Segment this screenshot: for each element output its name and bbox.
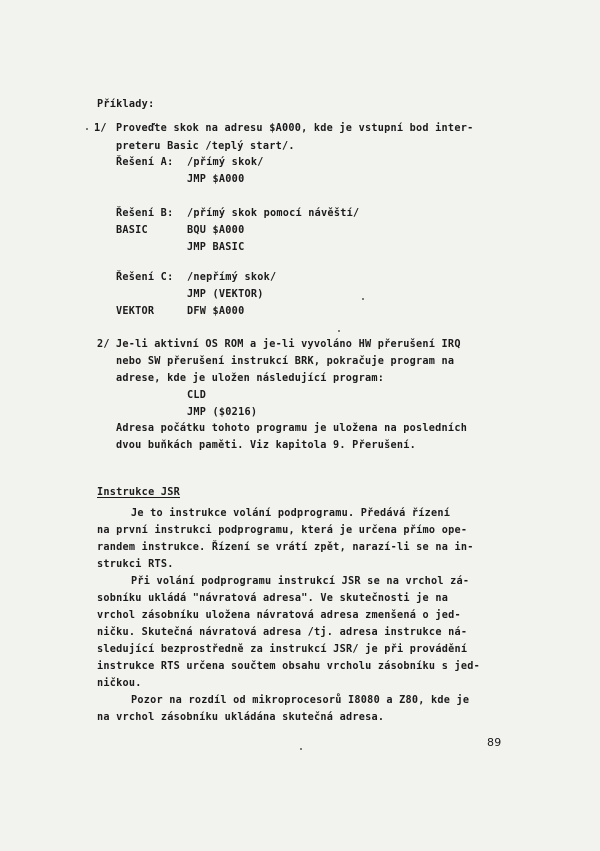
solution-b-label-name: BASIC [116,225,148,236]
paragraph-line: sobníku ukládá "návratová adresa". Ve skutečnosti je na [97,593,449,604]
paragraph-line: na první instrukci podprogramu, která je určena přímo ope- [97,525,468,536]
solution-c-label: Řešení C: [116,272,174,283]
item-1-text-line: Proveďte skok na adresu $A000, kde je vstupní bod inter- [116,123,474,134]
solution-b-instruction: BQU $A000 [187,225,245,236]
item-2-number: 2/ [97,339,110,350]
paragraph-line: randem instrukce. Řízení se vrátí zpět, narazí-li se na in- [97,542,474,553]
paragraph-line: sledující bezprostředně za instrukcí JSR/ je při provádění [97,644,468,655]
solution-a-label: Řešení A: [116,157,174,168]
solution-b-comment: /přímý skok pomocí návěští/ [187,208,360,219]
paragraph-line: na vrchol zásobníku ukládána skutečná adresa. [97,712,385,723]
scan-speck [300,748,302,750]
item-2-text-line: dvou buňkách paměti. Viz kapitola 9. Přerušení. [116,440,417,451]
paragraph-line: vrchol zásobníku uložena návratová adresa zmenšená o jed- [97,610,461,621]
item-2-text-line: Je-li aktivní OS ROM a je-li vyvoláno HW přerušení IRQ [116,339,461,350]
paragraph-line: ničkou. [97,678,142,689]
item-1-number: 1/ [94,123,107,134]
scan-speck [86,128,88,130]
solution-c-label-name: VEKTOR [116,306,155,317]
item-2-text-line: adrese, kde je uložen následující program: [116,373,385,384]
solution-b-label: Řešení B: [116,208,174,219]
item-2-code-line: CLD [187,390,207,401]
item-2-text-line: nebo SW přerušení instrukcí BRK, pokračuje program na [116,356,455,367]
item-1-text-line: preteru Basic /teplý start/. [116,141,295,152]
solution-a-instruction: JMP $A000 [187,174,245,185]
item-2-code-line: JMP ($0216) [187,407,258,418]
solution-c-instruction: DFW $A000 [187,306,245,317]
solution-b-instruction: JMP BASIC [187,242,245,253]
paragraph-line: ničku. Skutečná návratová adresa /tj. adresa instrukce ná- [97,627,468,638]
paragraph-line: instrukce RTS určena součtem obsahu vrcholu zásobníku s jed- [97,661,481,672]
solution-c-comment: /nepřímý skok/ [187,272,277,283]
paragraph-line: Při volání podprogramu instrukcí JSR se na vrchol zá- [131,576,470,587]
paragraph-line: Je to instrukce volání podprogramu. Předává řízení [131,508,451,519]
examples-heading: Příklady: [97,99,155,110]
page-number: 89 [487,736,502,749]
item-2-text-line: Adresa počátku tohoto programu je uložena na posledních [116,423,468,434]
solution-a-comment: /přímý skok/ [187,157,264,168]
scan-speck [338,330,340,332]
section-title: Instrukce JSR [97,487,180,498]
solution-c-instruction: JMP (VEKTOR) [187,289,264,300]
paragraph-line: strukci RTS. [97,559,174,570]
scan-speck [362,298,364,300]
paragraph-line: Pozor na rozdíl od mikroprocesorů I8080 a Z80, kde je [131,695,470,706]
